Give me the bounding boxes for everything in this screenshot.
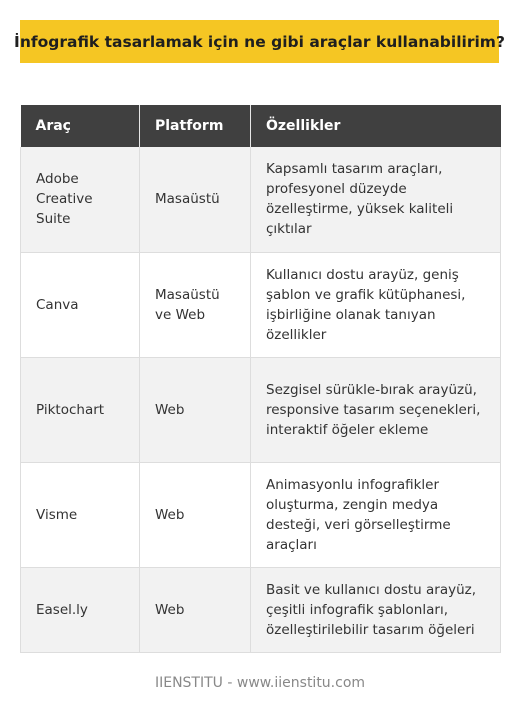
features-cell: Basit ve kullanıcı dostu arayüz, çeşitli infografik şablonları, özelleştirilebilir tasarım öğeleri [251, 567, 501, 652]
column-header-tool: Araç [21, 105, 140, 147]
tool-cell: Piktochart [21, 357, 140, 462]
tool-cell: Easel.ly [21, 567, 140, 652]
footer-credit: IIENSTITU - www.iienstitu.com [154, 675, 366, 691]
features-cell: Kapsamlı tasarım araçları, profesyonel düzeyde özelleştirme, yüksek kaliteli çıktılar [251, 147, 501, 252]
table-row [21, 567, 501, 652]
table-row [21, 357, 501, 462]
platform-cell: Masaüstü [140, 147, 251, 252]
column-header-features: Özellikler [251, 105, 501, 147]
tools-table [20, 105, 501, 653]
platform-cell: Web [140, 567, 251, 652]
column-header-platform: Platform [140, 105, 251, 147]
features-cell: Animasyonlu infografikler oluşturma, zengin medya desteği, veri görselleştirme araçları [251, 462, 501, 567]
platform-cell: Web [140, 462, 251, 567]
tool-cell: Canva [21, 252, 140, 357]
table-row [21, 147, 501, 252]
features-cell: Sezgisel sürükle-bırak arayüzü, responsive tasarım seçenekleri, interaktif öğeler ekleme [251, 357, 501, 462]
platform-cell: Masaüstü ve Web [140, 252, 251, 357]
features-cell: Kullanıcı dostu arayüz, geniş şablon ve grafik kütüphanesi, işbirliğine olanak tanıyan özellikler [251, 252, 501, 357]
table-row [21, 462, 501, 567]
tool-cell: Visme [21, 462, 140, 567]
table-row [21, 252, 501, 357]
title-banner [14, 20, 505, 63]
platform-cell: Web [140, 357, 251, 462]
tool-cell: Adobe Creative Suite [21, 147, 140, 252]
page-title: İnfografik tasarlamak için ne gibi araçlar kullanabilirim? [14, 32, 505, 51]
table-header-row [21, 105, 501, 147]
